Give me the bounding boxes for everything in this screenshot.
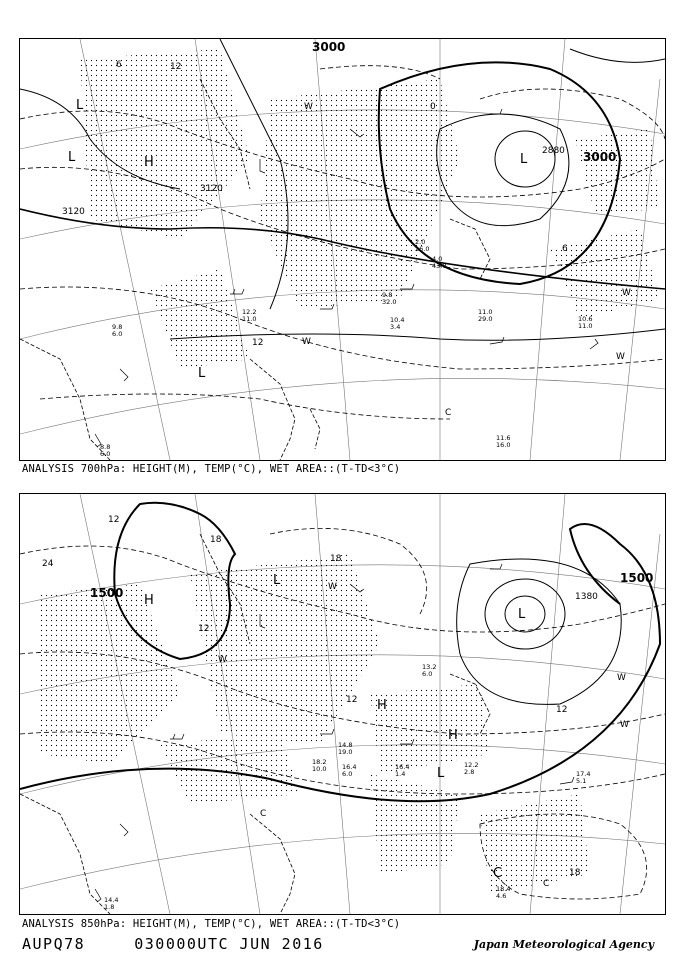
station-obs: 9.8 6.0 [112,323,123,338]
warm-cold-label: W [302,337,311,347]
station-obs: 12.2 2.8 [464,761,479,776]
station-obs: 2.0 26.0 [415,238,430,253]
pressure-center-label: H [144,155,154,170]
station-obs: 14.8 19.0 [338,741,353,756]
station-obs: 12.2 11.0 [242,308,257,323]
pressure-center-label: L [76,98,84,113]
warm-cold-label: C [445,408,452,418]
map-panel-850hpa [19,493,666,915]
station-obs: 11.6 16.0 [496,434,511,449]
height-label: 1380 [575,592,598,602]
chart-code-line [22,935,324,953]
pressure-center-label: H [448,728,458,743]
agency-name: Japan Meteorological Agency [473,938,654,951]
temp-label: 18 [330,554,342,564]
temp-label: 12 [170,62,182,72]
temp-label: 0 [430,102,436,112]
pressure-center-label: C [493,866,503,881]
obs-line: 11.6 [496,434,511,442]
pressure-center-label: H [377,698,387,713]
warm-cold-label: W [328,582,337,592]
map-panel-700hpa [19,38,666,461]
temp-label: 12 [556,705,568,715]
pressure-center-label: L [518,607,526,622]
warm-cold-label: W [620,720,629,730]
station-obs: 10.6 11.0 [578,315,593,330]
station-obs: 4.0 43.0 [432,255,447,270]
pressure-center-label: L [520,152,528,167]
warm-cold-label: W [622,288,631,298]
height-label: 1500 [620,571,654,585]
height-label: 3000 [583,150,617,164]
temp-label: 24 [42,559,54,569]
caption-700hpa: ANALYSIS 700hPa: HEIGHT(M), TEMP(°C), WET AREA::(T-TD<3°C) [22,463,401,475]
temp-label: 18 [210,535,222,545]
station-obs: 18.2 10.0 [312,758,327,773]
height-label: 3120 [62,207,85,217]
warm-cold-label: C [543,879,550,889]
pressure-center-label: L [437,766,445,781]
station-obs: 10.4 3.4 [390,316,405,331]
temp-label: 12 [346,695,358,705]
pressure-center-label: L [68,150,76,165]
temp-label: 18 [569,868,581,878]
station-obs: 16.4 1.4 [395,763,410,778]
valid-time: 030000UTC JUN 2016 [134,935,324,953]
temp-label: 6 [116,60,122,70]
station-obs: 14.4 1.8 [104,896,119,911]
warm-cold-label: C [260,809,267,819]
station-obs: 17.4 5.1 [576,770,591,785]
height-label: 2880 [542,146,565,156]
station-obs: 11.0 29.0 [478,308,493,323]
height-label: 3120 [200,184,223,194]
height-label: 3000 [312,40,346,54]
caption-850hpa: ANALYSIS 850hPa: HEIGHT(M), TEMP(°C), WET AREA::(T-TD<3°C) [22,918,401,930]
map-850hpa-svg [20,494,665,914]
warm-cold-label: W [616,352,625,362]
temp-label: 12 [108,515,120,525]
temp-label: 12 [252,338,264,348]
wet-areas-700 [80,49,660,369]
map-700hpa-svg [20,39,665,460]
temp-label: 6 [562,244,568,254]
station-obs: 13.2 6.0 [422,663,437,678]
chart-code: AUPQ78 [22,935,86,953]
temp-label: 12 [198,624,210,634]
station-obs: 18.4 4.6 [496,885,511,900]
station-obs: 16.4 6.0 [342,763,357,778]
warm-cold-label: W [304,102,313,112]
warm-cold-label: W [617,673,626,683]
station-obs: 8.8 6.0 [100,443,111,458]
station-obs: 9.8 32.0 [382,291,397,306]
pressure-center-label: L [198,366,206,381]
pressure-center-label: L [273,573,281,588]
warm-cold-label: W [218,655,227,665]
height-label: 1500 [90,586,124,600]
pressure-center-label: H [144,593,154,608]
